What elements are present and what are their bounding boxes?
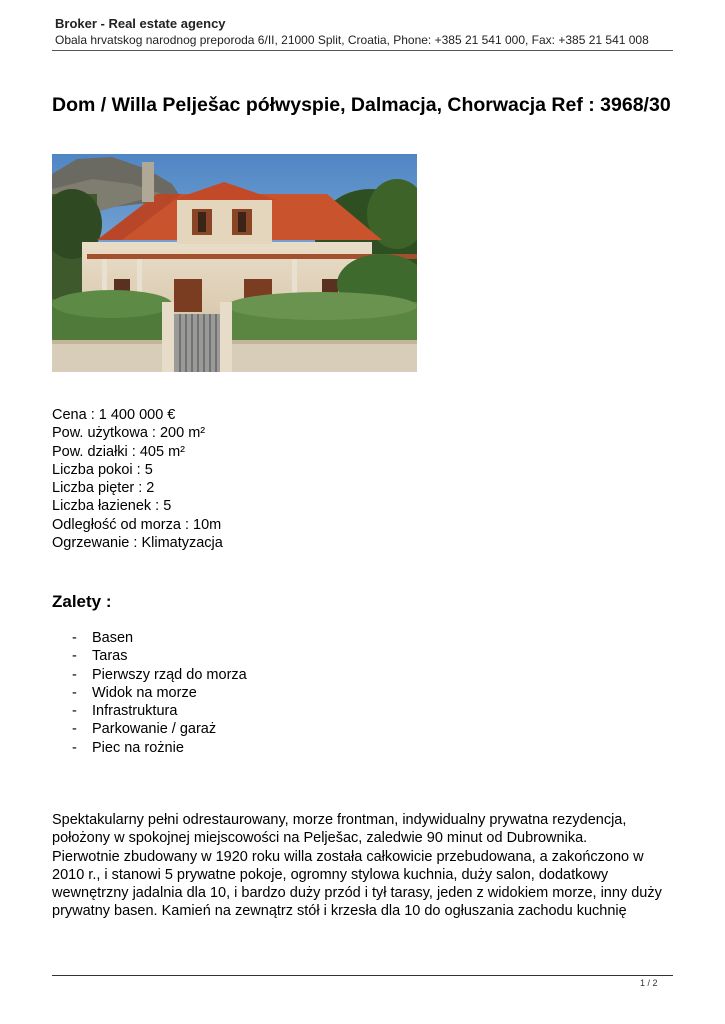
page-title: Dom / Willa Pelješac półwyspie, Dalmacja, Chorwacja Ref : 3968/30 xyxy=(52,94,671,116)
description-line: wewnętrzny jadalnia dla 10, i bardzo duży przód i tył tarasy, jeden z widokiem morze, inny duży xyxy=(52,885,662,902)
company-name: Broker - Real estate agency xyxy=(55,16,226,31)
page-header xyxy=(55,16,673,48)
advantages-list xyxy=(72,629,247,757)
footer-divider xyxy=(52,975,673,976)
spec-plot-area: Pow. działki : 405 m² xyxy=(52,443,185,460)
property-specs xyxy=(52,406,223,552)
list-item: - Taras xyxy=(72,648,128,665)
property-photo xyxy=(52,154,417,372)
list-item: - Infrastruktura xyxy=(72,703,178,720)
spec-sea-distance: Odległość od morza : 10m xyxy=(52,516,222,533)
list-item: - Pierwszy rząd do morza xyxy=(72,666,247,683)
list-item: - Parkowanie / garaż xyxy=(72,721,217,738)
spec-price: Cena : 1 400 000 € xyxy=(52,407,176,423)
description-line: położony w spokojnej miejscowości na Pelješac, zaledwie 90 minut od Dubrownika. xyxy=(52,830,588,847)
list-item: - Widok na morze xyxy=(72,684,197,701)
spec-floors: Liczba pięter : 2 xyxy=(52,480,155,497)
property-description xyxy=(52,811,677,921)
description-line: Pierwotnie zbudowany w 1920 roku willa została całkowicie przebudowana, a zakończono w xyxy=(52,848,644,865)
spec-bathrooms: Liczba łazienek : 5 xyxy=(52,498,172,515)
header-divider xyxy=(52,50,673,51)
spec-heating: Ogrzewanie : Klimatyzacja xyxy=(52,535,223,552)
page-number: 1 / 2 xyxy=(640,978,658,988)
spec-rooms: Liczba pokoi : 5 xyxy=(52,461,153,478)
list-item: - Piec na rożnie xyxy=(72,739,184,756)
advantages-heading: Zalety : xyxy=(52,592,112,611)
description-line: Spektakularny pełni odrestaurowany, morze frontman, indywidualny prywatna rezydencja, xyxy=(52,812,627,828)
company-address: Obala hrvatskog narodnog preporoda 6/II, 21000 Split, Croatia, Phone: +385 21 541 000, Fax: +385 21 541 008 xyxy=(55,33,649,47)
spec-living-area: Pow. użytkowa : 200 m² xyxy=(52,425,206,442)
description-line: 2010 r., i stanowi 5 prywatne pokoje, ogromny stylowa kuchnia, duży salon, dodatkowy xyxy=(52,866,609,883)
list-item: - Basen xyxy=(72,630,134,646)
description-line: prywatny basen. Kamień na zewnątrz stół i krzesła dla 10 do ogłuszania zachodu kuchnię xyxy=(52,903,627,920)
